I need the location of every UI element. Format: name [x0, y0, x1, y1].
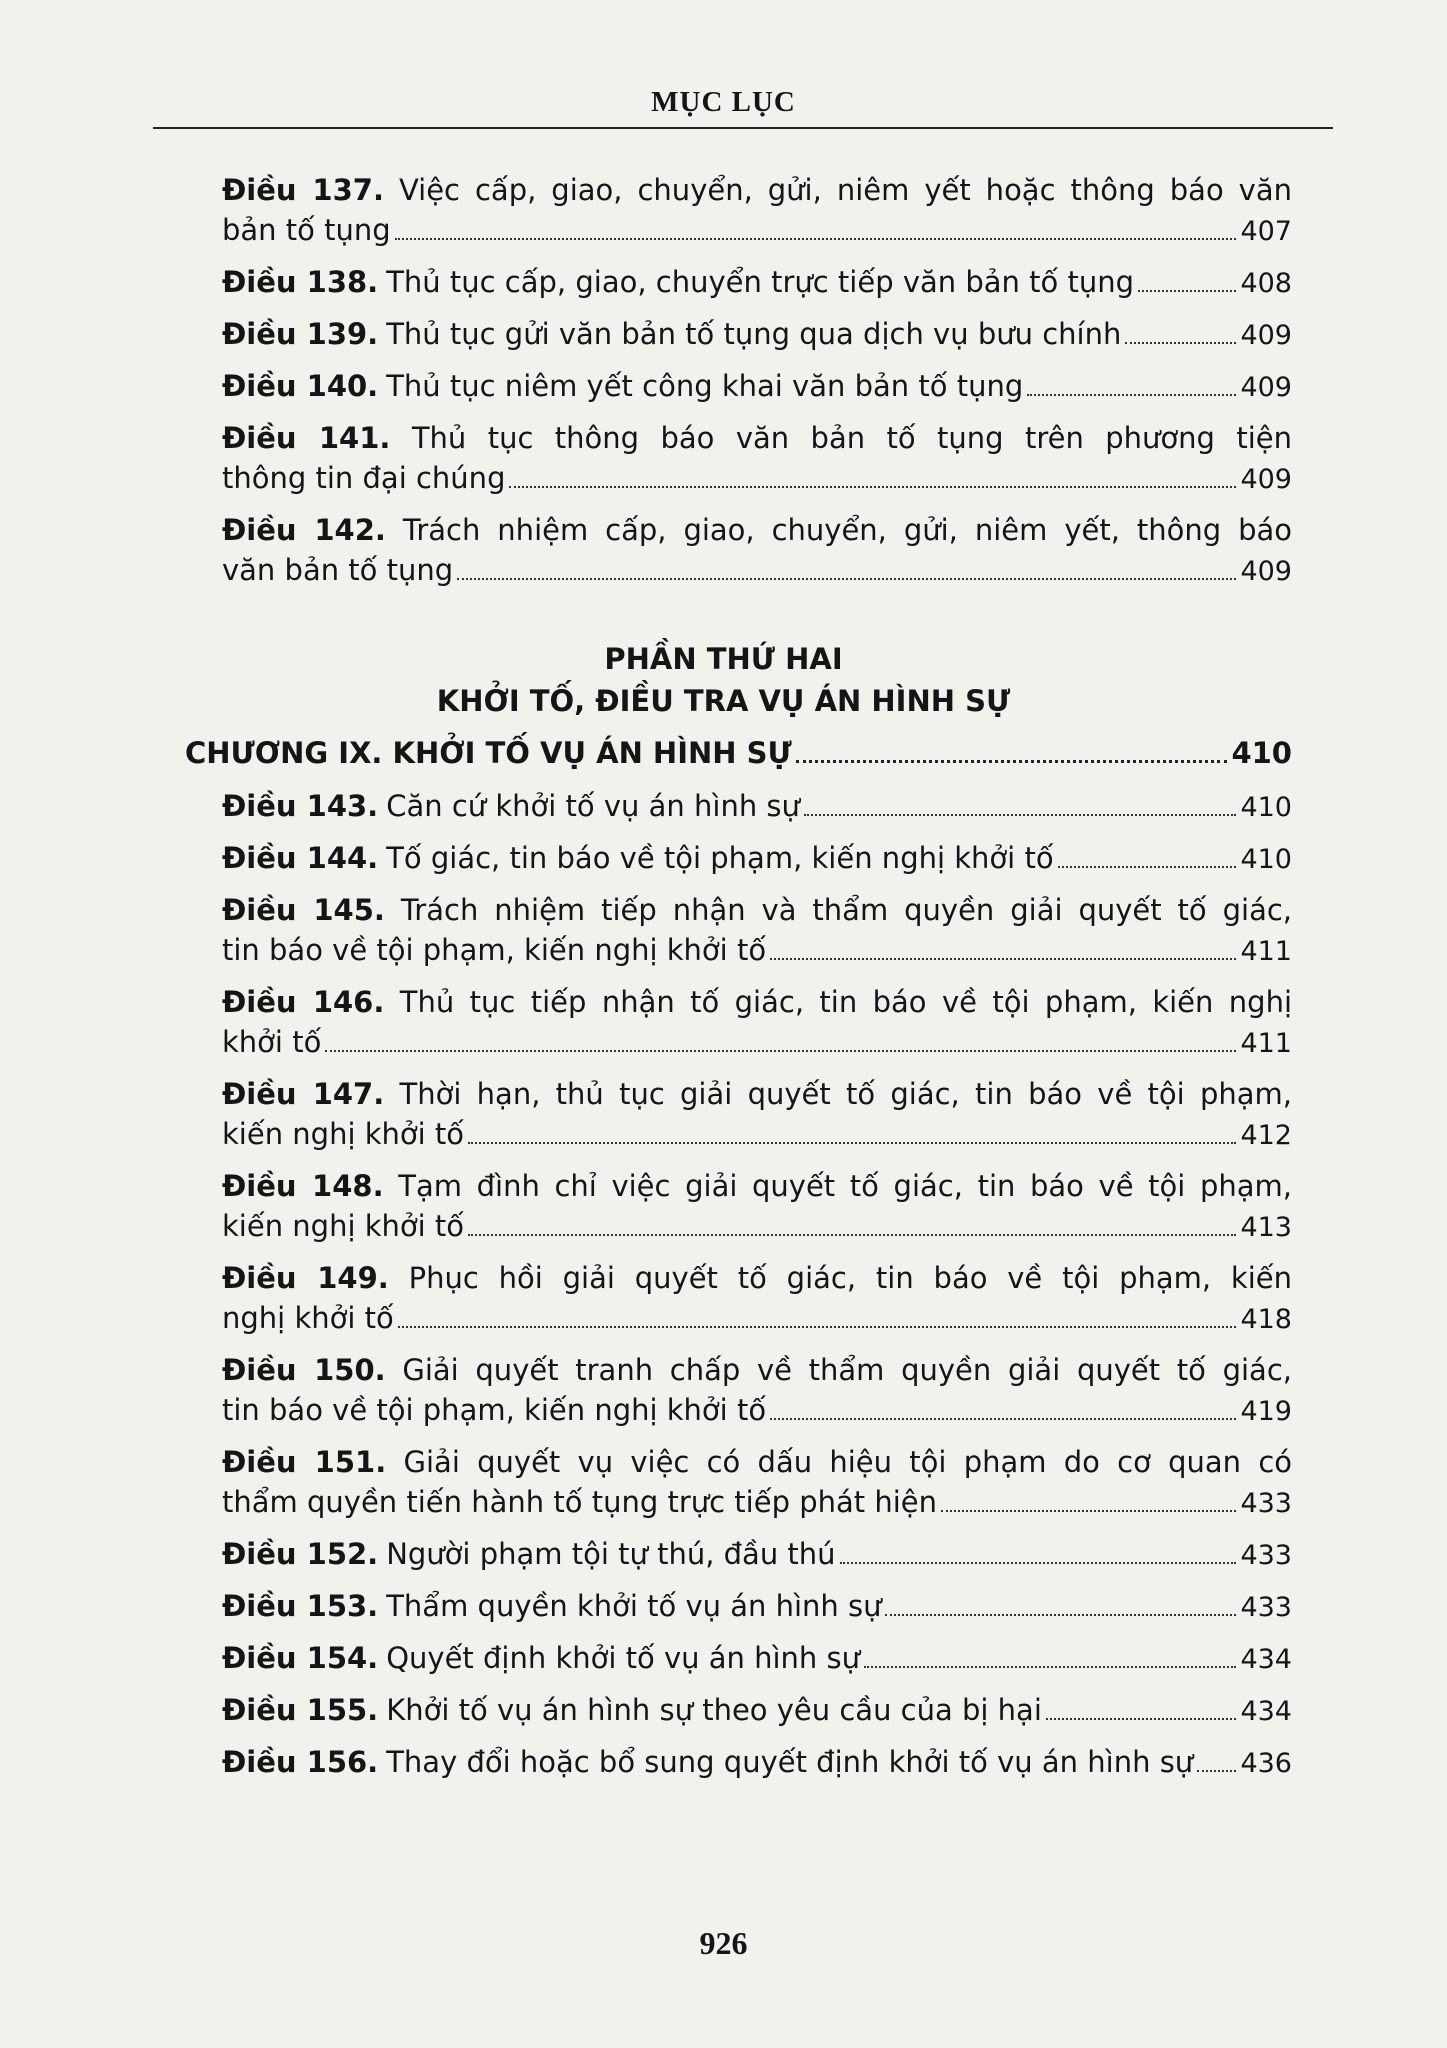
toc-entry[interactable] — [222, 786, 1292, 826]
part-number: PHẦN THỨ HAI — [604, 642, 843, 676]
entry-spacer — [0, 826, 1447, 838]
dot-leader — [1138, 290, 1236, 292]
entry-line — [222, 550, 1292, 590]
entry-spacer — [0, 1246, 1447, 1258]
article-title-text: Giải quyết tranh chấp về thẩm quyền giải quyết tố giác, — [402, 1353, 1292, 1387]
toc-entry[interactable] — [222, 838, 1292, 878]
entry-line — [222, 838, 1292, 878]
article-number: Điều 150. — [222, 1353, 386, 1387]
toc-entry[interactable] — [222, 366, 1292, 406]
article-title-text: văn bản tố tụng — [222, 553, 454, 587]
entry-page-number: 418 — [1240, 1304, 1292, 1335]
dot-leader — [468, 1142, 1236, 1144]
toc-chapter-entry[interactable] — [185, 732, 1292, 774]
entry-spacer — [0, 302, 1447, 314]
dot-leader — [941, 1510, 1236, 1512]
article-number: Điều 156. — [222, 1745, 379, 1779]
entry-line — [222, 1350, 1292, 1390]
article-title-text: nghị khởi tố — [222, 1301, 394, 1335]
entry-page-number: 407 — [1240, 216, 1292, 247]
entry-line — [222, 930, 1292, 970]
entry-page-number: 434 — [1240, 1696, 1292, 1727]
entry-page-number: 412 — [1240, 1120, 1292, 1151]
article-number: Điều 138. — [222, 265, 379, 299]
entry-spacer — [0, 1522, 1447, 1534]
entry-line — [222, 1166, 1292, 1206]
entry-spacer — [0, 1678, 1447, 1690]
article-title-text: Thủ tục niêm yết công khai văn bản tố tụng — [386, 369, 1024, 403]
entry-page-number: 411 — [1240, 936, 1292, 967]
article-title-text: thông tin đại chúng — [222, 461, 506, 495]
entry-spacer — [0, 354, 1447, 366]
entry-line — [222, 1022, 1292, 1062]
article-title-text: Thủ tục cấp, giao, chuyển trực tiếp văn bản tố tụng — [386, 265, 1135, 299]
article-title-text: Tố giác, tin báo về tội phạm, kiến nghị khởi tố — [386, 841, 1054, 875]
dot-leader — [1125, 342, 1236, 344]
article-title-text: Người phạm tội tự thú, đầu thú — [386, 1537, 836, 1571]
article-number: Điều 155. — [222, 1693, 379, 1727]
toc-entry[interactable] — [222, 1442, 1292, 1522]
entry-spacer — [0, 1154, 1447, 1166]
entry-line — [222, 418, 1292, 458]
article-title-text: thẩm quyền tiến hành tố tụng trực tiếp phát hiện — [222, 1485, 938, 1519]
chapter-title: CHƯƠNG IX. KHỞI TỐ VỤ ÁN HÌNH SỰ — [185, 736, 792, 770]
entry-line — [222, 458, 1292, 498]
toc-entry[interactable] — [222, 1258, 1292, 1338]
toc-entry[interactable] — [222, 1350, 1292, 1430]
article-title-text: tin báo về tội phạm, kiến nghị khởi tố — [222, 933, 767, 967]
entry-page-number: 409 — [1240, 320, 1292, 351]
entry-line — [222, 1114, 1292, 1154]
article-title-text: Thủ tục gửi văn bản tố tụng qua dịch vụ bưu chính — [386, 317, 1122, 351]
entry-line — [222, 982, 1292, 1022]
dot-leader — [457, 578, 1236, 580]
entry-line — [222, 1390, 1292, 1430]
entry-spacer — [0, 498, 1447, 510]
entry-page-number: 433 — [1240, 1540, 1292, 1571]
toc-entry[interactable] — [222, 262, 1292, 302]
toc-entry[interactable] — [222, 510, 1292, 590]
article-number: Điều 144. — [222, 841, 379, 875]
dot-leader — [885, 1614, 1236, 1616]
article-title-text: Giải quyết vụ việc có dấu hiệu tội phạm do cơ quan có — [403, 1445, 1293, 1479]
entry-spacer — [0, 1574, 1447, 1586]
entry-page-number: 419 — [1240, 1396, 1292, 1427]
part-title: KHỞI TỐ, ĐIỀU TRA VỤ ÁN HÌNH SỰ — [436, 684, 1011, 718]
entry-line — [222, 314, 1292, 354]
page-header-title: MỤC LỤC — [651, 86, 796, 118]
dot-leader — [325, 1050, 1236, 1052]
entry-line — [222, 1742, 1292, 1782]
toc-entry[interactable] — [222, 890, 1292, 970]
entry-page-number: 409 — [1240, 464, 1292, 495]
entry-page-number: 408 — [1240, 268, 1292, 299]
entry-line — [222, 170, 1292, 210]
toc-section-part-one — [0, 170, 1447, 590]
article-title-text: Thẩm quyền khởi tố vụ án hình sự — [386, 1589, 882, 1623]
article-title-text: khởi tố — [222, 1025, 322, 1059]
entry-line — [222, 1258, 1292, 1298]
entry-page-number: 413 — [1240, 1212, 1292, 1243]
dot-leader — [796, 760, 1228, 763]
entry-line — [222, 1638, 1292, 1678]
article-title-text: Thủ tục thông báo văn bản tố tụng trên phương tiện — [411, 421, 1293, 455]
dot-leader — [770, 958, 1236, 960]
entry-line — [222, 210, 1292, 250]
entry-line — [222, 366, 1292, 406]
toc-entry[interactable] — [222, 1534, 1292, 1574]
toc-entry[interactable] — [222, 1638, 1292, 1678]
entry-spacer — [0, 1062, 1447, 1074]
entry-spacer — [0, 1626, 1447, 1638]
entry-page-number: 409 — [1240, 556, 1292, 587]
entry-page-number: 434 — [1240, 1644, 1292, 1675]
entry-page-number: 433 — [1240, 1592, 1292, 1623]
article-number: Điều 147. — [222, 1077, 385, 1111]
article-number: Điều 143. — [222, 789, 379, 823]
article-title-text: Thủ tục tiếp nhận tố giác, tin báo về tội phạm, kiến nghị — [399, 985, 1293, 1019]
header-divider — [153, 127, 1333, 129]
entry-line — [222, 890, 1292, 930]
entry-spacer — [0, 878, 1447, 890]
article-number: Điều 153. — [222, 1589, 379, 1623]
article-title-text: Khởi tố vụ án hình sự theo yêu cầu của bị hại — [386, 1693, 1042, 1727]
entry-spacer — [0, 970, 1447, 982]
entry-line — [222, 1482, 1292, 1522]
article-title-text: Căn cứ khởi tố vụ án hình sự — [386, 789, 800, 823]
dot-leader — [1046, 1718, 1237, 1720]
article-title-text: Phục hồi giải quyết tố giác, tin báo về tội phạm, kiến — [408, 1261, 1293, 1295]
entry-line — [222, 1534, 1292, 1574]
article-number: Điều 140. — [222, 369, 379, 403]
article-number: Điều 149. — [222, 1261, 389, 1295]
page-number: 926 — [699, 1925, 748, 1961]
entry-spacer — [0, 250, 1447, 262]
entry-line — [222, 1074, 1292, 1114]
article-title-text: Thời hạn, thủ tục giải quyết tố giác, tin báo về tội phạm, — [399, 1077, 1292, 1111]
toc-entry[interactable] — [222, 170, 1292, 250]
entry-line — [222, 1690, 1292, 1730]
dot-leader — [509, 486, 1236, 488]
dot-leader — [864, 1666, 1236, 1668]
dot-leader — [840, 1562, 1237, 1564]
entry-page-number: 411 — [1240, 1028, 1292, 1059]
article-title-text: kiến nghị khởi tố — [222, 1117, 465, 1151]
article-title-text: tin báo về tội phạm, kiến nghị khởi tố — [222, 1393, 767, 1427]
dot-leader — [1197, 1770, 1236, 1772]
article-number: Điều 148. — [222, 1169, 384, 1203]
toc-entry[interactable] — [222, 1690, 1292, 1730]
article-number: Điều 152. — [222, 1537, 379, 1571]
entry-line — [222, 1298, 1292, 1338]
toc-section-part-two — [0, 786, 1447, 1782]
toc-entry[interactable] — [222, 982, 1292, 1062]
article-title-text: Trách nhiệm cấp, giao, chuyển, gửi, niêm yết, thông báo — [402, 513, 1293, 547]
article-number: Điều 154. — [222, 1641, 379, 1675]
article-title-text: kiến nghị khởi tố — [222, 1209, 465, 1243]
entry-line — [222, 786, 1292, 826]
toc-entry[interactable] — [222, 1742, 1292, 1782]
toc-entry[interactable] — [222, 418, 1292, 498]
entry-line — [222, 510, 1292, 550]
dot-leader — [398, 1326, 1237, 1328]
dot-leader — [1027, 394, 1236, 396]
dot-leader — [1058, 866, 1237, 868]
chapter-page-number: 410 — [1231, 736, 1292, 770]
part-heading — [0, 638, 1447, 722]
dot-leader — [395, 238, 1237, 240]
article-title-text: Quyết định khởi tố vụ án hình sự — [386, 1641, 861, 1675]
entry-page-number: 433 — [1240, 1488, 1292, 1519]
toc-entry[interactable] — [222, 314, 1292, 354]
entry-page-number: 436 — [1240, 1748, 1292, 1779]
article-title-text: Trách nhiệm tiếp nhận và thẩm quyền giải quyết tố giác, — [400, 893, 1293, 927]
article-title-text: Tạm đình chỉ việc giải quyết tố giác, tin báo về tội phạm, — [398, 1169, 1293, 1203]
toc-entry[interactable] — [222, 1074, 1292, 1154]
entry-spacer — [0, 1430, 1447, 1442]
article-number: Điều 139. — [222, 317, 379, 351]
article-number: Điều 146. — [222, 985, 385, 1019]
dot-leader — [468, 1234, 1236, 1236]
entry-page-number: 410 — [1240, 844, 1292, 875]
entry-page-number: 409 — [1240, 372, 1292, 403]
article-title-text: Việc cấp, giao, chuyển, gửi, niêm yết hoặc thông báo văn — [398, 173, 1292, 207]
article-number: Điều 141. — [222, 421, 391, 455]
article-number: Điều 145. — [222, 893, 385, 927]
dot-leader — [770, 1418, 1236, 1420]
toc-entry[interactable] — [222, 1166, 1292, 1246]
article-number: Điều 137. — [222, 173, 384, 207]
article-number: Điều 151. — [222, 1445, 387, 1479]
entry-line — [222, 1586, 1292, 1626]
entry-page-number: 410 — [1240, 792, 1292, 823]
entry-line — [222, 1206, 1292, 1246]
article-title-text: Thay đổi hoặc bổ sung quyết định khởi tố vụ án hình sự — [386, 1745, 1194, 1779]
dot-leader — [804, 814, 1237, 816]
toc-entry[interactable] — [222, 1586, 1292, 1626]
entry-line — [222, 1442, 1292, 1482]
entry-spacer — [0, 1730, 1447, 1742]
entry-spacer — [0, 406, 1447, 418]
article-number: Điều 142. — [222, 513, 386, 547]
table-of-contents — [0, 170, 1447, 1782]
article-title-text: bản tố tụng — [222, 213, 391, 247]
entry-line — [222, 262, 1292, 302]
entry-spacer — [0, 1338, 1447, 1350]
